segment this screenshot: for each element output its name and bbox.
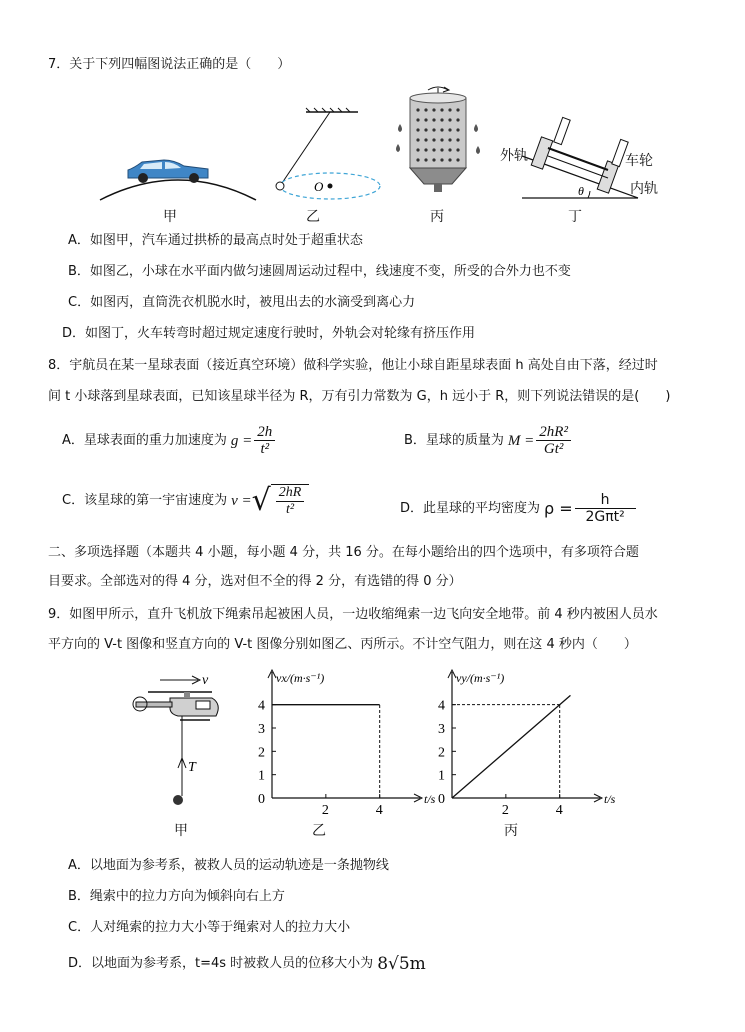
y-tick-label: 1 bbox=[258, 768, 265, 784]
helicopter-icon bbox=[133, 692, 218, 720]
q7-stem: 7．关于下列四幅图说法正确的是（ ） bbox=[48, 57, 291, 72]
svg-text:T: T bbox=[188, 760, 196, 775]
q7-caption-jia: 甲 bbox=[163, 209, 177, 225]
label-O: O bbox=[314, 179, 324, 194]
q7-option-c: C．如图丙，直筒洗衣机脱水时，被甩出去的水滴受到离心力 bbox=[68, 295, 416, 310]
q9-option-d: D．以地面为参考系，t=4s 时被救人员的位移大小为 8√5m bbox=[68, 954, 426, 974]
q9-caption-jia: 甲 bbox=[174, 823, 188, 839]
q9-option-a: A．以地面为参考系，被救人员的运动轨迹是一条抛物线 bbox=[68, 858, 389, 873]
q9-stem-line2: 平方向的 V-t 图像和竖直方向的 V-t 图像分别如图乙、丙所示。不计空气阻力，则在这 4 秒内（ ） bbox=[48, 637, 637, 652]
label-outer-rail: 外轨 bbox=[500, 148, 528, 164]
q8-stem-line2: 间 t 小球落到星球表面，已知该星球半径为 R，万有引力常数为 G，h 远小于 R，则下列说法错误的是( ) bbox=[48, 389, 671, 404]
car-icon bbox=[128, 160, 208, 183]
q7-fig-washer bbox=[392, 84, 484, 204]
q7-caption-yi: 乙 bbox=[306, 209, 320, 225]
x-axis-label: t/s bbox=[424, 792, 436, 806]
q8-option-c: C．该星球的第一宇宙速度为 v = √ $\frac{2hR}{\text{t²}}$ bbox=[62, 484, 309, 518]
x-tick-label: 4 bbox=[555, 803, 563, 818]
svg-text:θ: θ bbox=[578, 184, 584, 198]
q7-fig-pendulum bbox=[268, 108, 380, 204]
q7-caption-ding: 丁 bbox=[568, 209, 582, 225]
q8-stem-line1: 8．宇航员在某一星球表面（接近真空环境）做科学实验，他让小球自距星球表面 h 高处自由下落，经过时 bbox=[48, 358, 658, 373]
q7-caption-bing: 丙 bbox=[430, 209, 444, 225]
y-tick-label: 4 bbox=[258, 698, 265, 714]
y-tick-label: 0 bbox=[438, 792, 445, 807]
q8-option-d: D．此星球的平均密度为 ρ = $\frac{h}{\text{2Gπt²}}$ bbox=[400, 492, 638, 525]
q7-fig-car-bridge bbox=[98, 142, 258, 202]
q7-option-b: B．如图乙，小球在水平面内做匀速圆周运动过程中，线速度不变，所受的合外力也不变 bbox=[68, 264, 571, 279]
q8-option-b: B．星球的质量为 M = $\frac{\text{2hR²}}{\text{Gt²}}$ bbox=[404, 424, 573, 457]
y-tick-label: 2 bbox=[258, 745, 265, 761]
q7-option-d: D．如图丁，火车转弯时超过规定速度行驶时，外轨会对轮缘有挤压作用 bbox=[62, 326, 476, 341]
y-axis-label: vy/(m·s⁻¹) bbox=[456, 671, 505, 685]
y-tick-label: 0 bbox=[258, 792, 265, 807]
x-tick-label: 4 bbox=[375, 803, 383, 818]
q7-option-a: A．如图甲，汽车通过拱桥的最高点时处于超重状态 bbox=[68, 233, 363, 248]
y-axis-label: vx/(m·s⁻¹) bbox=[276, 671, 325, 685]
q8-option-a: A．星球表面的重力加速度为 g = $\frac{2h}{\text{t²}}$ bbox=[62, 424, 277, 457]
x-tick-label: 2 bbox=[501, 803, 509, 818]
y-tick-label: 3 bbox=[258, 722, 265, 737]
section2-line1: 二、多项选择题（本题共 4 小题，每小题 4 分，共 16 分。在每小题给出的四个选项中，有多项符合题 bbox=[48, 545, 639, 560]
y-tick-label: 1 bbox=[438, 768, 445, 784]
label-wheel: 车轮 bbox=[625, 153, 653, 169]
series-line-vy bbox=[452, 695, 570, 798]
q9-fig-helicopter bbox=[130, 668, 230, 818]
q9-caption-bing: 丙 bbox=[504, 823, 518, 839]
x-axis-label: t/s bbox=[604, 792, 616, 806]
y-tick-label: 2 bbox=[438, 745, 445, 761]
svg-text:v: v bbox=[202, 673, 209, 688]
q9-caption-yi: 乙 bbox=[312, 823, 326, 839]
q9-option-b: B．绳索中的拉力方向为倾斜向右上方 bbox=[68, 889, 285, 904]
label-inner-rail: 内轨 bbox=[630, 181, 658, 197]
q9-chart-bing bbox=[426, 670, 616, 820]
y-tick-label: 3 bbox=[438, 722, 445, 737]
x-tick-label: 2 bbox=[321, 803, 329, 818]
q9-chart-yi bbox=[246, 670, 436, 820]
q9-stem-line1: 9．如图甲所示，直升飞机放下绳索吊起被困人员，一边收缩绳索一边飞向安全地带。前 4 秒内被困人员水 bbox=[48, 607, 658, 622]
section2-line2: 目要求。全部选对的得 4 分，选对但不全的得 2 分，有选错的得 0 分） bbox=[48, 574, 462, 589]
y-tick-label: 4 bbox=[438, 698, 445, 714]
q9-option-c: C．人对绳索的拉力大小等于绳索对人的拉力大小 bbox=[68, 920, 351, 935]
